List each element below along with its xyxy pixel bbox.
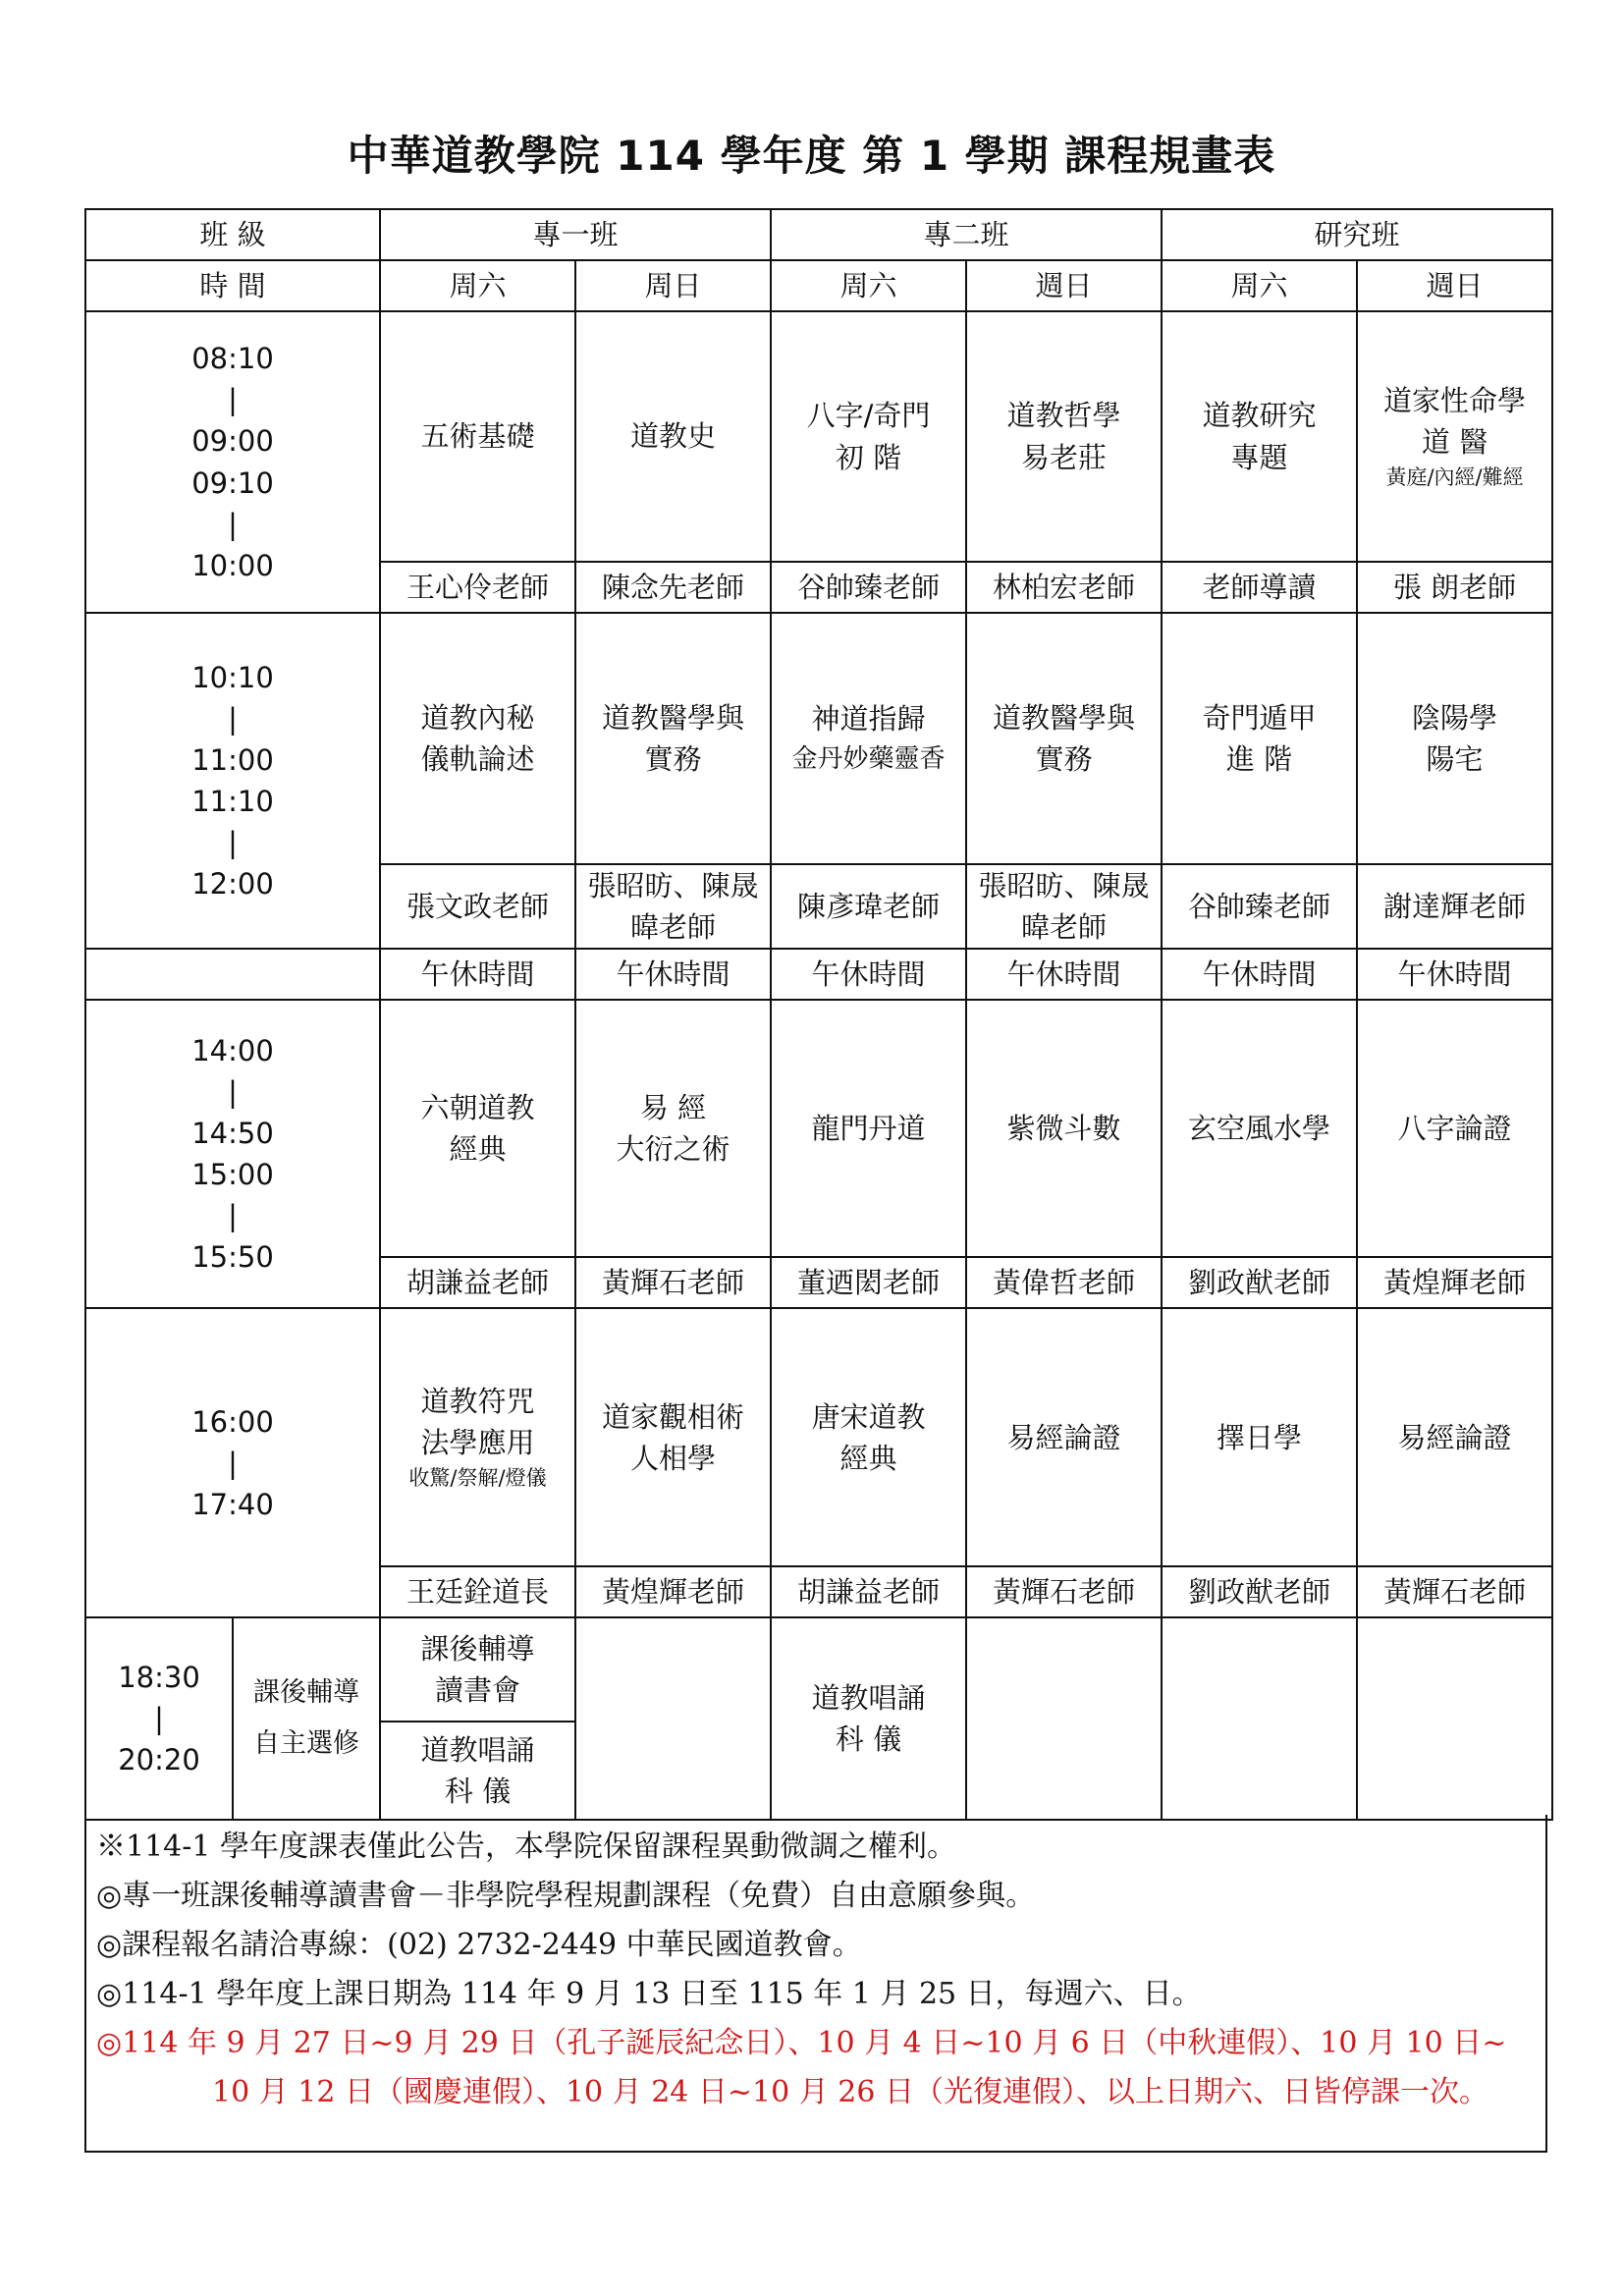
teacher-cell: 黃輝石老師 <box>575 1257 771 1308</box>
note-line: ※114-1 學年度課表僅此公告，本學院保留課程異動微調之權利。 <box>96 1830 957 1864</box>
class-name: 專二班 <box>771 209 1162 260</box>
period-row <box>85 1000 1552 1257</box>
empty-cell <box>966 1617 1162 1820</box>
course-cell: 道家觀相術 人相學 <box>575 1308 771 1566</box>
course-cell: 道教醫學與 實務 <box>575 613 771 864</box>
day-label: 周日 <box>575 260 771 311</box>
teacher-cell: 谷帥臻老師 <box>1162 864 1357 949</box>
course-cell: 陰陽學 陽宅 <box>1357 613 1552 864</box>
teacher-cell: 董迺閎老師 <box>771 1257 966 1308</box>
lunch-time-cell <box>85 949 380 1000</box>
page-title: 中華道教學院 114 學年度 第 1 學期 課程規畫表 <box>347 132 1276 180</box>
course-cell: 奇門遁甲 進 階 <box>1162 613 1357 864</box>
notes-box <box>84 1815 1547 2153</box>
course-cell: 五術基礎 <box>380 311 575 562</box>
time-slot: 16:00 | 17:40 <box>85 1308 380 1617</box>
lunch-cell: 午休時間 <box>1162 949 1357 1000</box>
teacher-cell: 陳念先老師 <box>575 562 771 613</box>
course-cell: 道家性命學 道 醫 黃庭/內經/難經 <box>1357 311 1552 562</box>
day-label: 週日 <box>966 260 1162 311</box>
teacher-cell: 黃煌輝老師 <box>575 1566 771 1617</box>
evening-course-cell: 道教唱誦 科 儀 <box>380 1722 575 1820</box>
course-cell: 擇日學 <box>1162 1308 1357 1566</box>
teacher-cell: 胡謙益老師 <box>771 1566 966 1617</box>
period-row <box>85 613 1552 864</box>
teacher-cell: 劉政猷老師 <box>1162 1566 1357 1617</box>
day-header-row <box>85 260 1552 311</box>
teacher-cell: 老師導讀 <box>1162 562 1357 613</box>
course-cell: 神道指歸 金丹妙藥靈香 <box>771 613 966 864</box>
lunch-cell: 午休時間 <box>966 949 1162 1000</box>
time-label: 時 間 <box>85 260 380 311</box>
day-label: 周六 <box>1162 260 1357 311</box>
time-slot: 14:00 | 14:50 15:00 | 15:50 <box>85 1000 380 1308</box>
lunch-cell: 午休時間 <box>771 949 966 1000</box>
teacher-cell: 黃偉哲老師 <box>966 1257 1162 1308</box>
course-cell: 八字/奇門 初 階 <box>771 311 966 562</box>
day-label: 周六 <box>380 260 575 311</box>
time-slot: 08:10 | 09:00 09:10 | 10:00 <box>85 311 380 613</box>
course-cell: 紫微斗數 <box>966 1000 1162 1257</box>
teacher-cell: 張 朗老師 <box>1357 562 1552 613</box>
class-name: 專一班 <box>380 209 771 260</box>
course-cell: 易經論證 <box>966 1308 1162 1566</box>
day-label: 周六 <box>771 260 966 311</box>
teacher-cell: 陳彥瑋老師 <box>771 864 966 949</box>
course-cell: 道教醫學與 實務 <box>966 613 1162 864</box>
course-cell: 唐宋道教 經典 <box>771 1308 966 1566</box>
teacher-cell: 張文政老師 <box>380 864 575 949</box>
teacher-cell: 黃煌輝老師 <box>1357 1257 1552 1308</box>
course-subtopics: 金丹妙藥靈香 <box>791 743 946 774</box>
evening-label: 課後輔導 自主選修 <box>233 1617 380 1820</box>
note-line: ◎課程報名請洽專線：(02) 2732-2449 中華民國道教會。 <box>96 1928 862 1962</box>
teacher-cell: 劉政猷老師 <box>1162 1257 1357 1308</box>
evening-course-cell: 課後輔導 讀書會 <box>380 1617 575 1722</box>
teacher-cell: 黃輝石老師 <box>966 1566 1162 1617</box>
period-row <box>85 311 1552 562</box>
teacher-cell: 張昭昉、陳晟暐老師 <box>575 864 771 949</box>
note-line: ◎專一班課後輔導讀書會－非學院學程規劃課程（免費）自由意願參與。 <box>96 1879 1036 1913</box>
course-cell: 道教研究 專題 <box>1162 311 1357 562</box>
time-slot: 10:10 | 11:00 11:10 | 12:00 <box>85 613 380 949</box>
teacher-cell: 胡謙益老師 <box>380 1257 575 1308</box>
teacher-cell: 王心伶老師 <box>380 562 575 613</box>
schedule-table <box>84 208 1553 1821</box>
empty-cell <box>575 1617 771 1820</box>
empty-cell <box>1357 1617 1552 1820</box>
lunch-cell: 午休時間 <box>575 949 771 1000</box>
evening-row <box>85 1617 1552 1722</box>
holiday-note-line: ◎114 年 9 月 27 日~9 月 29 日（孔子誕辰紀念日）、10 月 4 日~10 月 6 日（中秋連假）、10 月 10 日~ <box>96 2026 1507 2060</box>
course-cell: 六朝道教 經典 <box>380 1000 575 1257</box>
course-cell: 道教符咒 法學應用 收驚/祭解/燈儀 <box>380 1308 575 1566</box>
course-cell: 易 經 大衍之術 <box>575 1000 771 1257</box>
teacher-cell: 黃輝石老師 <box>1357 1566 1552 1617</box>
teacher-cell: 谷帥臻老師 <box>771 562 966 613</box>
teacher-cell: 林柏宏老師 <box>966 562 1162 613</box>
course-cell: 龍門丹道 <box>771 1000 966 1257</box>
holiday-note-line: 10 月 12 日（國慶連假）、10 月 24 日~10 月 26 日（光復連假）、以上日期六、日皆停課一次。 <box>212 2075 1489 2109</box>
lunch-cell: 午休時間 <box>1357 949 1552 1000</box>
course-cell: 道教內秘 儀軌論述 <box>380 613 575 864</box>
course-subtopics: 黃庭/內經/難經 <box>1385 465 1524 489</box>
class-name: 研究班 <box>1162 209 1552 260</box>
teacher-cell: 張昭昉、陳晟暐老師 <box>966 864 1162 949</box>
course-cell: 八字論證 <box>1357 1000 1552 1257</box>
lunch-row <box>85 949 1552 1000</box>
period-row <box>85 1308 1552 1566</box>
teacher-cell: 謝達輝老師 <box>1357 864 1552 949</box>
evening-course-cell: 道教唱誦 科 儀 <box>771 1617 966 1820</box>
course-cell: 玄空風水學 <box>1162 1000 1357 1257</box>
lunch-cell: 午休時間 <box>380 949 575 1000</box>
day-label: 週日 <box>1357 260 1552 311</box>
course-cell: 道教史 <box>575 311 771 562</box>
course-cell: 易經論證 <box>1357 1308 1552 1566</box>
note-line: ◎114-1 學年度上課日期為 114 年 9 月 13 日至 115 年 1 月 25 日，每週六、日。 <box>96 1977 1202 2011</box>
teacher-cell: 王廷銓道長 <box>380 1566 575 1617</box>
course-cell: 道教哲學 易老莊 <box>966 311 1162 562</box>
evening-time-slot: 18:30 | 20:20 <box>85 1617 233 1820</box>
class-header-row <box>85 209 1552 260</box>
class-label: 班 級 <box>85 209 380 260</box>
course-subtopics: 收驚/祭解/燈儀 <box>408 1465 547 1490</box>
empty-cell <box>1162 1617 1357 1820</box>
